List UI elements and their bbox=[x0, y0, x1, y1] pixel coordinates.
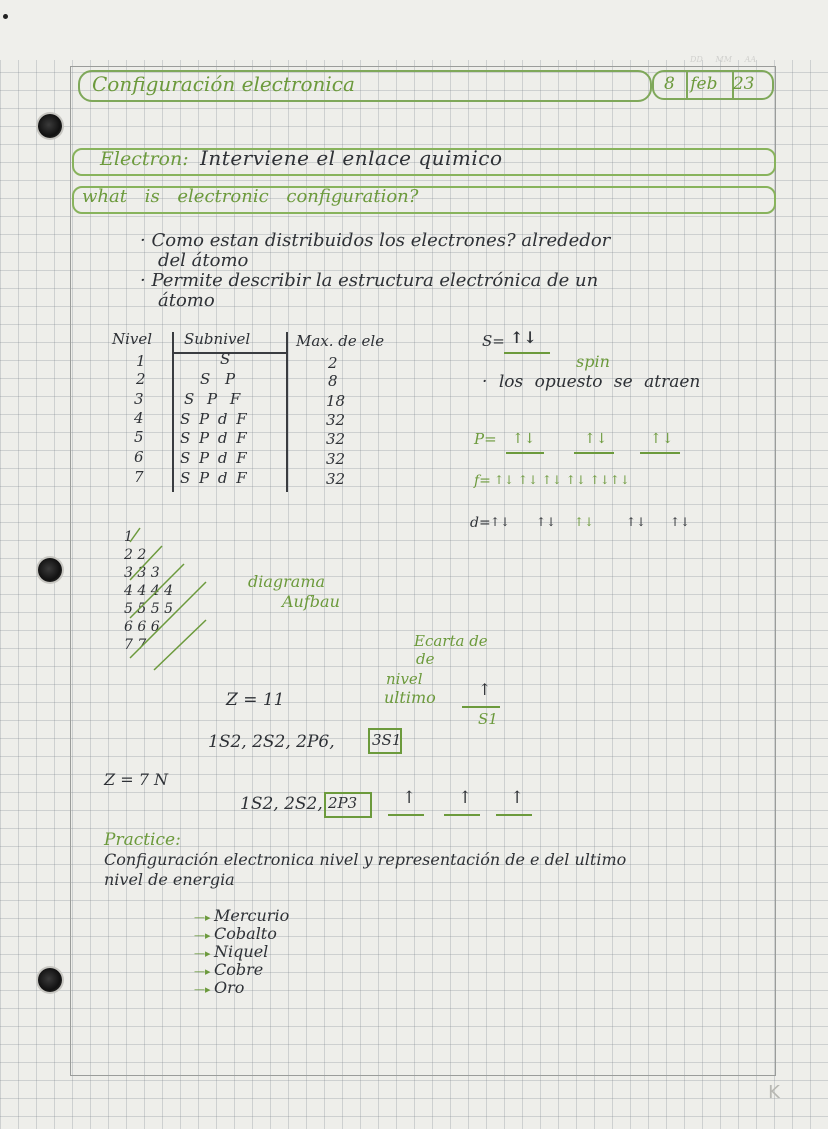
example2-line-1 bbox=[388, 814, 424, 816]
page-dot bbox=[3, 14, 8, 19]
example1-box-label: S1 bbox=[478, 710, 498, 728]
d-orbital-box-3: ↑↓ bbox=[574, 515, 595, 529]
table-cell-subnivel: S P d F bbox=[180, 410, 247, 428]
table-cell-subnivel: S P d F bbox=[180, 449, 247, 467]
example2-arrow-2: ↑ bbox=[458, 788, 473, 808]
example2-arrow-1: ↑ bbox=[402, 788, 417, 808]
table-cell-subnivel: S bbox=[220, 350, 231, 368]
page-date: 8 feb 23 bbox=[664, 74, 755, 94]
aufbau-label-2: Aufbau bbox=[282, 592, 340, 611]
f-orbital-arrows: ↑↓ ↑↓ ↑↓ ↑↓ ↑↓↑↓ bbox=[494, 473, 630, 487]
table-cell-subnivel: S P F bbox=[184, 390, 241, 408]
bullet-1: · Como estan distribuidos los electrones? alrededor bbox=[140, 230, 611, 251]
table-cell-nivel: 5 bbox=[134, 428, 144, 446]
example2-z: Z = 7 N bbox=[104, 770, 168, 789]
table-cell-max: 32 bbox=[326, 470, 346, 488]
aufbau-row: 5 5 5 5 bbox=[124, 601, 173, 617]
aufbau-row: 2 2 bbox=[124, 547, 147, 563]
energy-note-2: de bbox=[416, 650, 435, 668]
bullet-2-cont: átomo bbox=[158, 290, 215, 311]
table-cell-max: 32 bbox=[326, 411, 346, 429]
example1-z: Z = 11 bbox=[226, 690, 285, 710]
table-header-subnivel: Subnivel bbox=[184, 330, 251, 348]
p-line-1 bbox=[506, 452, 544, 454]
energy-note-4: ultimo bbox=[384, 688, 436, 707]
energy-note-1: Ecarta de bbox=[414, 632, 488, 650]
aufbau-row: 4 4 4 4 bbox=[124, 583, 173, 599]
example2-arrow-3: ↑ bbox=[510, 788, 525, 808]
p-orbital-box-1: ↑↓ bbox=[512, 431, 536, 447]
example2-config: 1S2, 2S2, bbox=[240, 794, 323, 814]
binder-hole-2 bbox=[38, 558, 62, 582]
table-cell-nivel: 1 bbox=[136, 352, 146, 370]
aufbau-diagonal-arrows bbox=[110, 520, 230, 690]
p-orbital-box-2: ↑↓ bbox=[584, 431, 608, 447]
table-cell-max: 32 bbox=[326, 450, 346, 468]
s-orbital-arrows: ↑↓ bbox=[510, 328, 537, 347]
d-orbital-box-4: ↑↓ bbox=[626, 515, 647, 529]
table-cell-max: 8 bbox=[328, 372, 338, 390]
table-cell-max: 32 bbox=[326, 430, 346, 448]
practice-text-2: nivel de energia bbox=[104, 870, 235, 889]
example1-line bbox=[462, 706, 500, 708]
example1-last: 3S1 bbox=[372, 731, 402, 749]
table-header-nivel: Nivel bbox=[112, 330, 153, 348]
s-orbital-line bbox=[504, 352, 550, 354]
practice-list bbox=[194, 906, 289, 996]
aufbau-row: 3 3 3 bbox=[124, 565, 160, 581]
bullet-2: · Permite describir la estructura electrónica de un bbox=[140, 270, 599, 291]
example2-line-3 bbox=[496, 814, 532, 816]
list-item: —▸ Oro bbox=[194, 978, 245, 997]
table-cell-subnivel: S P d F bbox=[180, 429, 247, 447]
table-cell-subnivel: S P bbox=[200, 370, 236, 388]
spin-word: spin bbox=[576, 352, 610, 371]
date-corner-labels: DD MM AA bbox=[690, 55, 757, 64]
d-orbital-box-1: ↑↓ bbox=[490, 515, 511, 529]
example2-boxed-text: 2P3 bbox=[328, 794, 358, 812]
d-orbital-box-5: ↑↓ bbox=[670, 515, 691, 529]
opposite-text: · los opuesto se atraen bbox=[482, 372, 701, 392]
page-title: Configuración electronica bbox=[92, 72, 355, 96]
example1-arrow: ↑ bbox=[478, 680, 492, 699]
aufbau-row: 6 6 6 bbox=[124, 619, 160, 635]
table-cell-nivel: 4 bbox=[134, 409, 144, 427]
f-orbital-label: f= bbox=[474, 473, 491, 489]
electron-text: Interviene el enlace quimico bbox=[200, 146, 503, 170]
d-orbital-box-2: ↑↓ bbox=[536, 515, 557, 529]
top-margin bbox=[0, 0, 828, 60]
example1-config: 1S2, 2S2, 2P6, bbox=[208, 732, 335, 752]
p-line-2 bbox=[574, 452, 614, 454]
s-orbital-label: S= bbox=[482, 332, 505, 350]
electron-label: Electron: bbox=[100, 148, 189, 170]
table-header-max: Max. de ele bbox=[296, 332, 385, 350]
list-item: —▸ Cobre bbox=[194, 960, 264, 979]
practice-heading: Practice: bbox=[104, 830, 181, 850]
question-text: what is electronic configuration? bbox=[82, 186, 419, 207]
aufbau-label-1: diagrama bbox=[248, 572, 326, 591]
table-cell-nivel: 7 bbox=[134, 468, 144, 486]
table-cell-subnivel: S P d F bbox=[180, 469, 247, 487]
binder-hole-1 bbox=[38, 114, 62, 138]
list-item: —▸ Niquel bbox=[194, 942, 269, 961]
watermark-logo: K bbox=[768, 1082, 780, 1103]
bullet-1-cont: del átomo bbox=[158, 250, 249, 271]
example2-line-2 bbox=[444, 814, 480, 816]
binder-hole-3 bbox=[38, 968, 62, 992]
table-cell-nivel: 3 bbox=[134, 390, 144, 408]
energy-note-3: nivel bbox=[386, 670, 423, 688]
table-divider-1 bbox=[172, 332, 174, 492]
p-orbital-label: P= bbox=[474, 430, 497, 448]
table-cell-max: 18 bbox=[326, 392, 346, 410]
list-item: —▸ Cobalto bbox=[194, 924, 277, 943]
aufbau-row: 1 bbox=[124, 529, 133, 545]
p-orbital-box-3: ↑↓ bbox=[650, 431, 674, 447]
list-item: —▸ Mercurio bbox=[194, 906, 290, 925]
table-divider-2 bbox=[286, 332, 288, 492]
table-cell-max: 2 bbox=[328, 354, 338, 372]
p-line-3 bbox=[640, 452, 680, 454]
aufbau-row: 7 7 bbox=[124, 637, 147, 653]
d-orbital-label: d= bbox=[470, 515, 491, 531]
table-cell-nivel: 6 bbox=[134, 448, 144, 466]
practice-text-1: Configuración electronica nivel y representación de e del ultimo bbox=[104, 850, 627, 869]
table-cell-nivel: 2 bbox=[136, 370, 146, 388]
